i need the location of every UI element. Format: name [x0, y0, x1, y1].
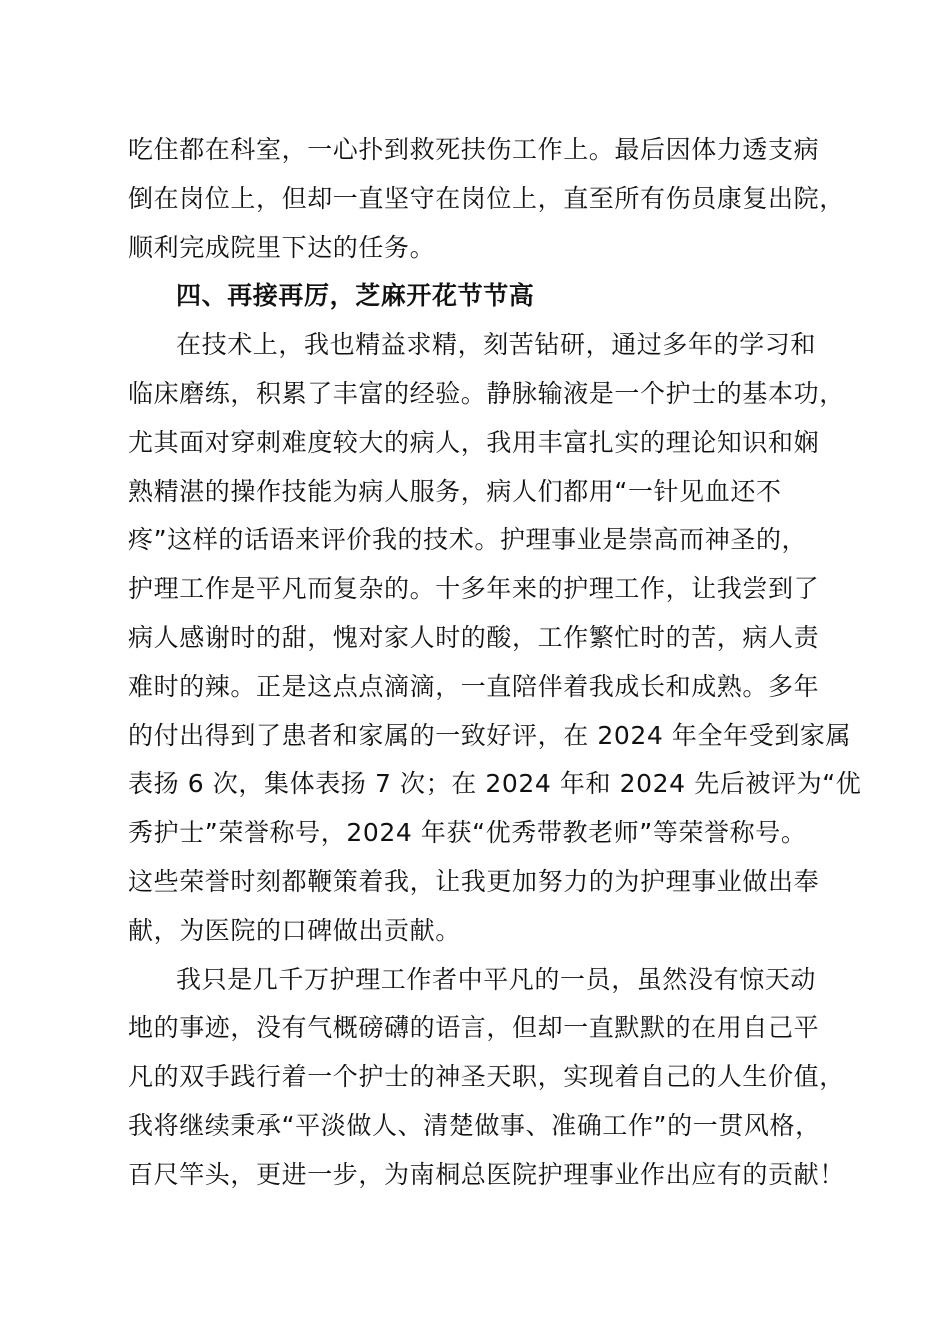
body-line: 我将继续秉承“平淡做人、清楚做事、准确工作”的一贯风格， [128, 1110, 821, 1140]
body-line: 百尺竿头，更进一步，为南桐总医院护理事业作出应有的贡献！ [128, 1159, 845, 1189]
document-body [128, 126, 862, 1200]
body-line: 在技术上，我也精益求精，刻苦钻研，通过多年的学习和 [176, 330, 817, 360]
body-line: 秀护士”荣誉称号，2024 年获“优秀带教老师”等荣誉称号。 [128, 818, 807, 848]
body-line: 吃住都在科室，一心扑到救死扶伤工作上。最后因体力透支病 [128, 135, 820, 164]
body-line: 临床磨练，积累了丰富的经验。静脉输液是一个护士的基本功， [128, 378, 845, 408]
body-line: 难时的辣。正是这点点滴滴，一直陪伴着我成长和成熟。多年 [128, 671, 820, 701]
body-line: 尤其面对穿刺难度较大的病人，我用丰富扎实的理论知识和娴 [128, 427, 820, 457]
body-line: 这些荣誉时刻都鞭策着我，让我更加努力的为护理事业做出奉 [128, 866, 820, 896]
body-line: 地的事迹，没有气概磅礴的语言，但却一直默默的在用自己平 [128, 1013, 820, 1043]
body-line: 护理工作是平凡而复杂的。十多年来的护理工作，让我尝到了 [128, 574, 820, 604]
body-line: 倒在岗位上，但却一直坚守在岗位上，直至所有伤员康复出院， [128, 183, 845, 213]
section-heading: 四、再接再厉，芝麻开花节节高 [176, 281, 535, 311]
body-line: 表扬 6 次，集体表扬 7 次；在 2024 年和 2024 先后被评为“优 [128, 769, 862, 799]
body-line: 疼”这样的话语来评价我的技术。护理事业是崇高而神圣的， [128, 525, 808, 555]
body-line: 顺利完成院里下达的任务。 [128, 232, 436, 262]
body-line: 熟精湛的操作技能为病人服务，病人们都用“一针见血还不 [128, 476, 782, 506]
body-line: 凡的双手践行着一个护士的神圣天职，实现着自己的人生价值， [128, 1062, 845, 1092]
body-line: 的付出得到了患者和家属的一致好评，在 2024 年全年受到家属 [128, 720, 852, 750]
body-line: 我只是几千万护理工作者中平凡的一员，虽然没有惊天动 [176, 964, 817, 994]
body-line: 献，为医院的口碑做出贡献。 [128, 915, 461, 945]
body-line: 病人感谢时的甜，愧对家人时的酸，工作繁忙时的苦，病人责 [128, 622, 820, 652]
